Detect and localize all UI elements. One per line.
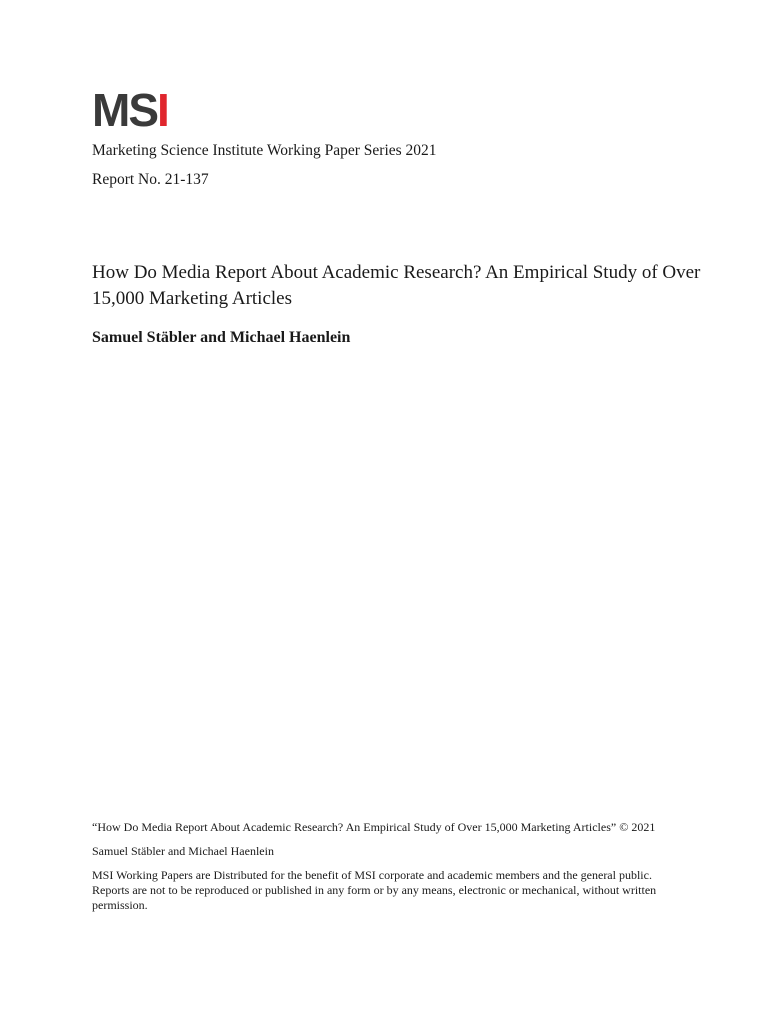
paper-authors: Samuel Stäbler and Michael Haenlein bbox=[92, 329, 351, 346]
distribution-notice: MSI Working Papers are Distributed for the benefit of MSI corporate and academic members and the general public. Reports are not to be reproduced or published in any form or by any means, electronic or mechanical, without written permission. bbox=[92, 868, 657, 912]
paper-title: How Do Media Report About Academic Research? An Empirical Study of Over 15,000 Marketing Articles bbox=[92, 262, 701, 309]
msi-logo bbox=[92, 84, 168, 136]
report-number: Report No. 21-137 bbox=[92, 171, 209, 188]
working-paper-series: Marketing Science Institute Working Paper Series 2021 bbox=[92, 142, 437, 159]
copyright-holders: Samuel Stäbler and Michael Haenlein bbox=[92, 844, 274, 858]
copyright-footer bbox=[92, 820, 672, 922]
logo-text-dark: MS bbox=[92, 84, 157, 136]
logo-text-red: I bbox=[157, 84, 168, 136]
copyright-line: “How Do Media Report About Academic Research? An Empirical Study of Over 15,000 Marketing Articles” © 2021 bbox=[92, 820, 656, 834]
